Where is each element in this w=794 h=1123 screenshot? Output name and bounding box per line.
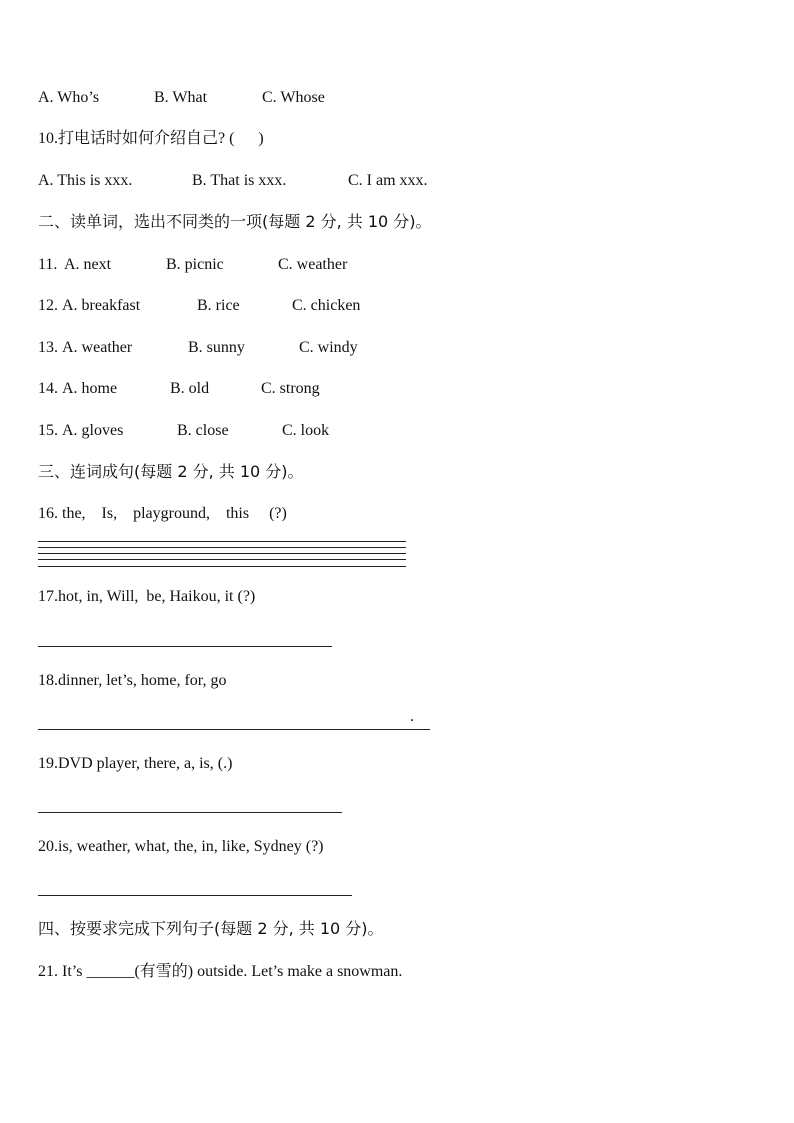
question-20: 20.is, weather, what, the, in, like, Sydney (?) — [38, 838, 324, 855]
question-number: 15. — [38, 422, 58, 439]
option-c: C. weather — [278, 256, 348, 273]
question-19: 19.DVD player, there, a, is, (.) — [38, 755, 233, 772]
option-a: A. home — [62, 380, 118, 397]
question-number: 13. — [38, 339, 58, 356]
answer-line — [38, 729, 430, 730]
q10-option-a: A. This is xxx. — [38, 172, 133, 189]
answer-line — [38, 812, 342, 813]
question-number: 11. — [38, 256, 58, 273]
option-a: A. weather — [62, 339, 133, 356]
question-number: 14. — [38, 380, 58, 397]
question-21: 21. It’s ______(有雪的) outside. Let’s make a snowman. — [38, 963, 403, 980]
answer-line — [38, 559, 406, 560]
question-16: 16. the, Is, playground, this (?) — [38, 505, 287, 522]
question-18: 18.dinner, let’s, home, for, go — [38, 672, 227, 689]
option-a: A. breakfast — [62, 297, 141, 314]
option-b: B. old — [170, 380, 210, 397]
answer-line — [38, 541, 406, 542]
section2-heading: 二、读单词，选出不同类的一项(每题 2 分, 共 10 分)。 — [38, 212, 432, 231]
q10-stem: 10.打电话时如何介绍自己? ( ) — [38, 130, 264, 147]
q10-option-b: B. That is xxx. — [192, 172, 287, 189]
section4-heading: 四、按要求完成下列句子(每题 2 分, 共 10 分)。 — [38, 919, 384, 938]
option-b: B. picnic — [166, 256, 224, 273]
answer-line — [38, 547, 406, 548]
option-c: C. look — [282, 422, 330, 439]
sentence-period: . — [410, 708, 414, 725]
q9-option-a: A. Who’s — [38, 89, 100, 106]
question-17: 17.hot, in, Will, be, Haikou, it (?) — [38, 588, 256, 605]
q9-option-b: B. What — [154, 89, 208, 106]
option-a: A. gloves — [62, 422, 124, 439]
question-number: 12. — [38, 297, 58, 314]
option-b: B. sunny — [188, 339, 245, 356]
answer-line — [38, 553, 406, 554]
q10-option-c: C. I am xxx. — [348, 172, 428, 189]
answer-line — [38, 566, 406, 567]
answer-line — [38, 646, 332, 647]
option-a: A. next — [64, 256, 112, 273]
option-c: C. strong — [261, 380, 320, 397]
q9-option-c: C. Whose — [262, 89, 325, 106]
option-b: B. close — [177, 422, 229, 439]
option-c: C. chicken — [292, 297, 361, 314]
section3-heading: 三、连词成句(每题 2 分, 共 10 分)。 — [38, 462, 304, 481]
option-c: C. windy — [299, 339, 358, 356]
answer-line — [38, 895, 352, 896]
option-b: B. rice — [197, 297, 240, 314]
